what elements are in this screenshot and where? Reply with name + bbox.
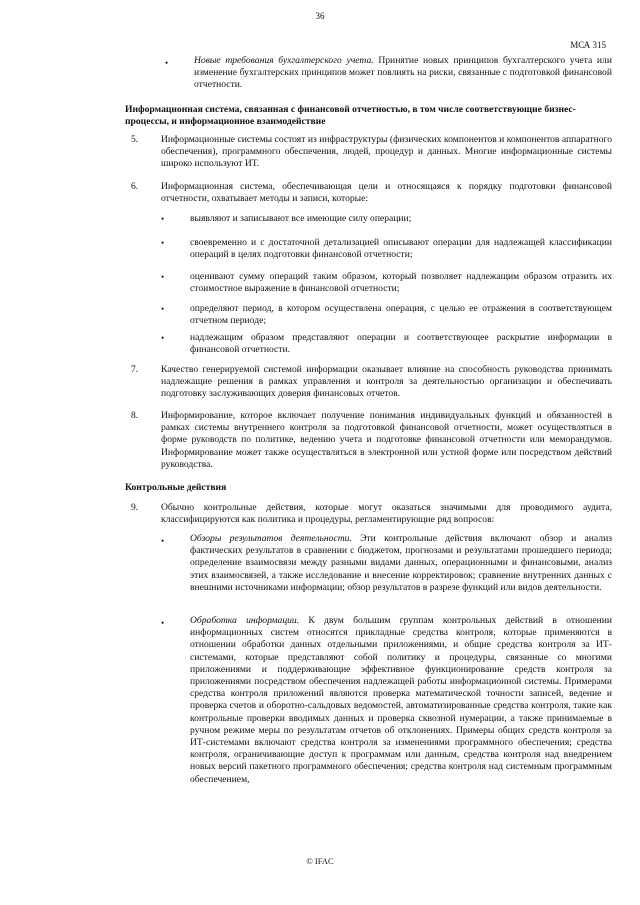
paragraph-8: Информирование, которое включает получение понимания индивидуальных функций и обязанностей в рамках системы внутреннего контроля за подготовкой финансовой отчетности, может осуществляться в форме руководств по политике, ведению учета и подготовке финансовой отчетности или меморандумов. Информирование может также осуществляться в электронной или устной форме или посредством действий руководства. bbox=[161, 410, 612, 470]
paragraph-9: Обычно контрольные действия, которые могут оказаться значимыми для проводимого аудита, классифицируются как политика и процедуры, регламентирующие ряд вопросов: bbox=[161, 502, 612, 526]
standard-code: МСА 315 bbox=[570, 40, 606, 50]
footer-copyright: © IFAC bbox=[306, 856, 334, 866]
paragraph-6: Информационная система, обеспечивающая цели и относящаяся к порядку подготовки финансовой отчетности, охватывает методы и записи, которые: bbox=[161, 181, 612, 205]
control-bullet-processing-title: Обработка информации. bbox=[190, 615, 300, 626]
control-bullet-reviews-body: Эти контрольные действия включают обзор и анализ фактических результатов в сравнении с бюджетом, прогнозами и результатами прошедшего периода; определение взаимосвязи между разными видами данных, операционными и финансовыми, анализ этих взаимосвязей, а также исследование и внесение корректировок; сравнение внутренних данных с внешними источниками информации; обзор результатов в разрезе функций или видов деятельности. bbox=[190, 533, 612, 593]
intro-bullet-text bbox=[194, 55, 612, 92]
section-heading-control-actions: Контрольные действия bbox=[125, 482, 227, 493]
paragraph-5: Информационные системы состоят из инфраструктуры (физических компонентов и компонентов аппаратного обеспечения), программного обеспечения, людей, процедур и данных. Многие информационные системы широко используют ИТ. bbox=[161, 134, 612, 170]
intro-bullet-body: Принятие новых принципов бухгалтерского учета или изменение бухгалтерских принципов может повлиять на риски, связанные с подготовкой финансовой отчетности. bbox=[194, 55, 612, 91]
bullet-icon: • bbox=[161, 536, 165, 546]
p6-bullet-1: выявляют и записывают все имеющие силу операции; bbox=[190, 213, 412, 224]
paragraph-number-5: 5. bbox=[131, 134, 139, 145]
control-bullet-processing-body: К двум большим группам контрольных действий в отношении информационных систем относятся прикладные средства контроля, которые применяются в отношении обработки данных отдельными приложениями, и общие средства контроля за ИТ-системами, которые представляют собой политику и процедуры, связанные со многими приложениями и поддерживающие эффективное функционирование средств контроля за приложениями посредством обеспечения надлежащей работы информационной системы. Примерами средства контроля приложений являются проверка математической точности записей, ведение и проверка счетов и оборотно-сальдовых ведомостей, автоматизированные средства контроля, такие как контрольные проверки вводимых данных и проверка сквозной нумерации, а также принимаемые в ручном режиме меры по результатам отчетов об отклонениях. Примеры общих средств контроля за ИТ-системами включают средства контроля за изменениями программного обеспечения; средства контроля, ограничивающие доступ к программам или данным, средства контроля над внедрением новых версий пакетного программного обеспечения; средства контроля над системным программным обеспечением, bbox=[190, 615, 612, 785]
bullet-icon: • bbox=[161, 238, 165, 248]
paragraph-7: Качество генерируемой системой информации оказывает влияние на способность руководства принимать надлежащие решения в рамках управления и контроля за деятельностью организации и обеспечивать подготовку заслуживающих доверия финансовых отчетов. bbox=[161, 364, 612, 400]
p6-bullet-3: оценивают сумму операций таким образом, который позволяет надлежащим образом отразить их стоимостное выражение в финансовой отчетности; bbox=[190, 271, 612, 295]
control-bullet-processing bbox=[190, 615, 612, 786]
bullet-icon: • bbox=[161, 272, 165, 282]
page-number: 36 bbox=[315, 11, 325, 21]
bullet-icon: • bbox=[165, 58, 169, 68]
paragraph-number-6: 6. bbox=[131, 181, 139, 192]
paragraph-number-7: 7. bbox=[131, 364, 139, 375]
control-bullet-reviews bbox=[190, 533, 612, 594]
p6-bullet-5: надлежащим образом представляют операции и соответствующее раскрытие информации в финансовой отчетности. bbox=[190, 332, 612, 356]
control-bullet-reviews-title: Обзоры результатов деятельности. bbox=[190, 533, 352, 544]
paragraph-number-9: 9. bbox=[131, 502, 139, 513]
paragraph-number-8: 8. bbox=[131, 410, 139, 421]
bullet-icon: • bbox=[161, 333, 165, 343]
bullet-icon: • bbox=[161, 618, 165, 628]
section-heading-info-system: Информационная система, связанная с финансовой отчетностью, в том числе соответствующие бизнес-процессы, и информационное взаимодействие bbox=[125, 104, 576, 128]
p6-bullet-4: определяют период, в котором осуществлена операция, с целью ее отражения в соответствующем отчетном периоде; bbox=[190, 303, 612, 327]
bullet-icon: • bbox=[161, 214, 165, 224]
intro-bullet-title: Новые требования бухгалтерского учета. bbox=[194, 55, 374, 66]
p6-bullet-2: своевременно и с достаточной детализацией описывают операции для надлежащей классификации операций в целях подготовки финансовой отчетности; bbox=[190, 237, 612, 261]
bullet-icon: • bbox=[161, 304, 165, 314]
